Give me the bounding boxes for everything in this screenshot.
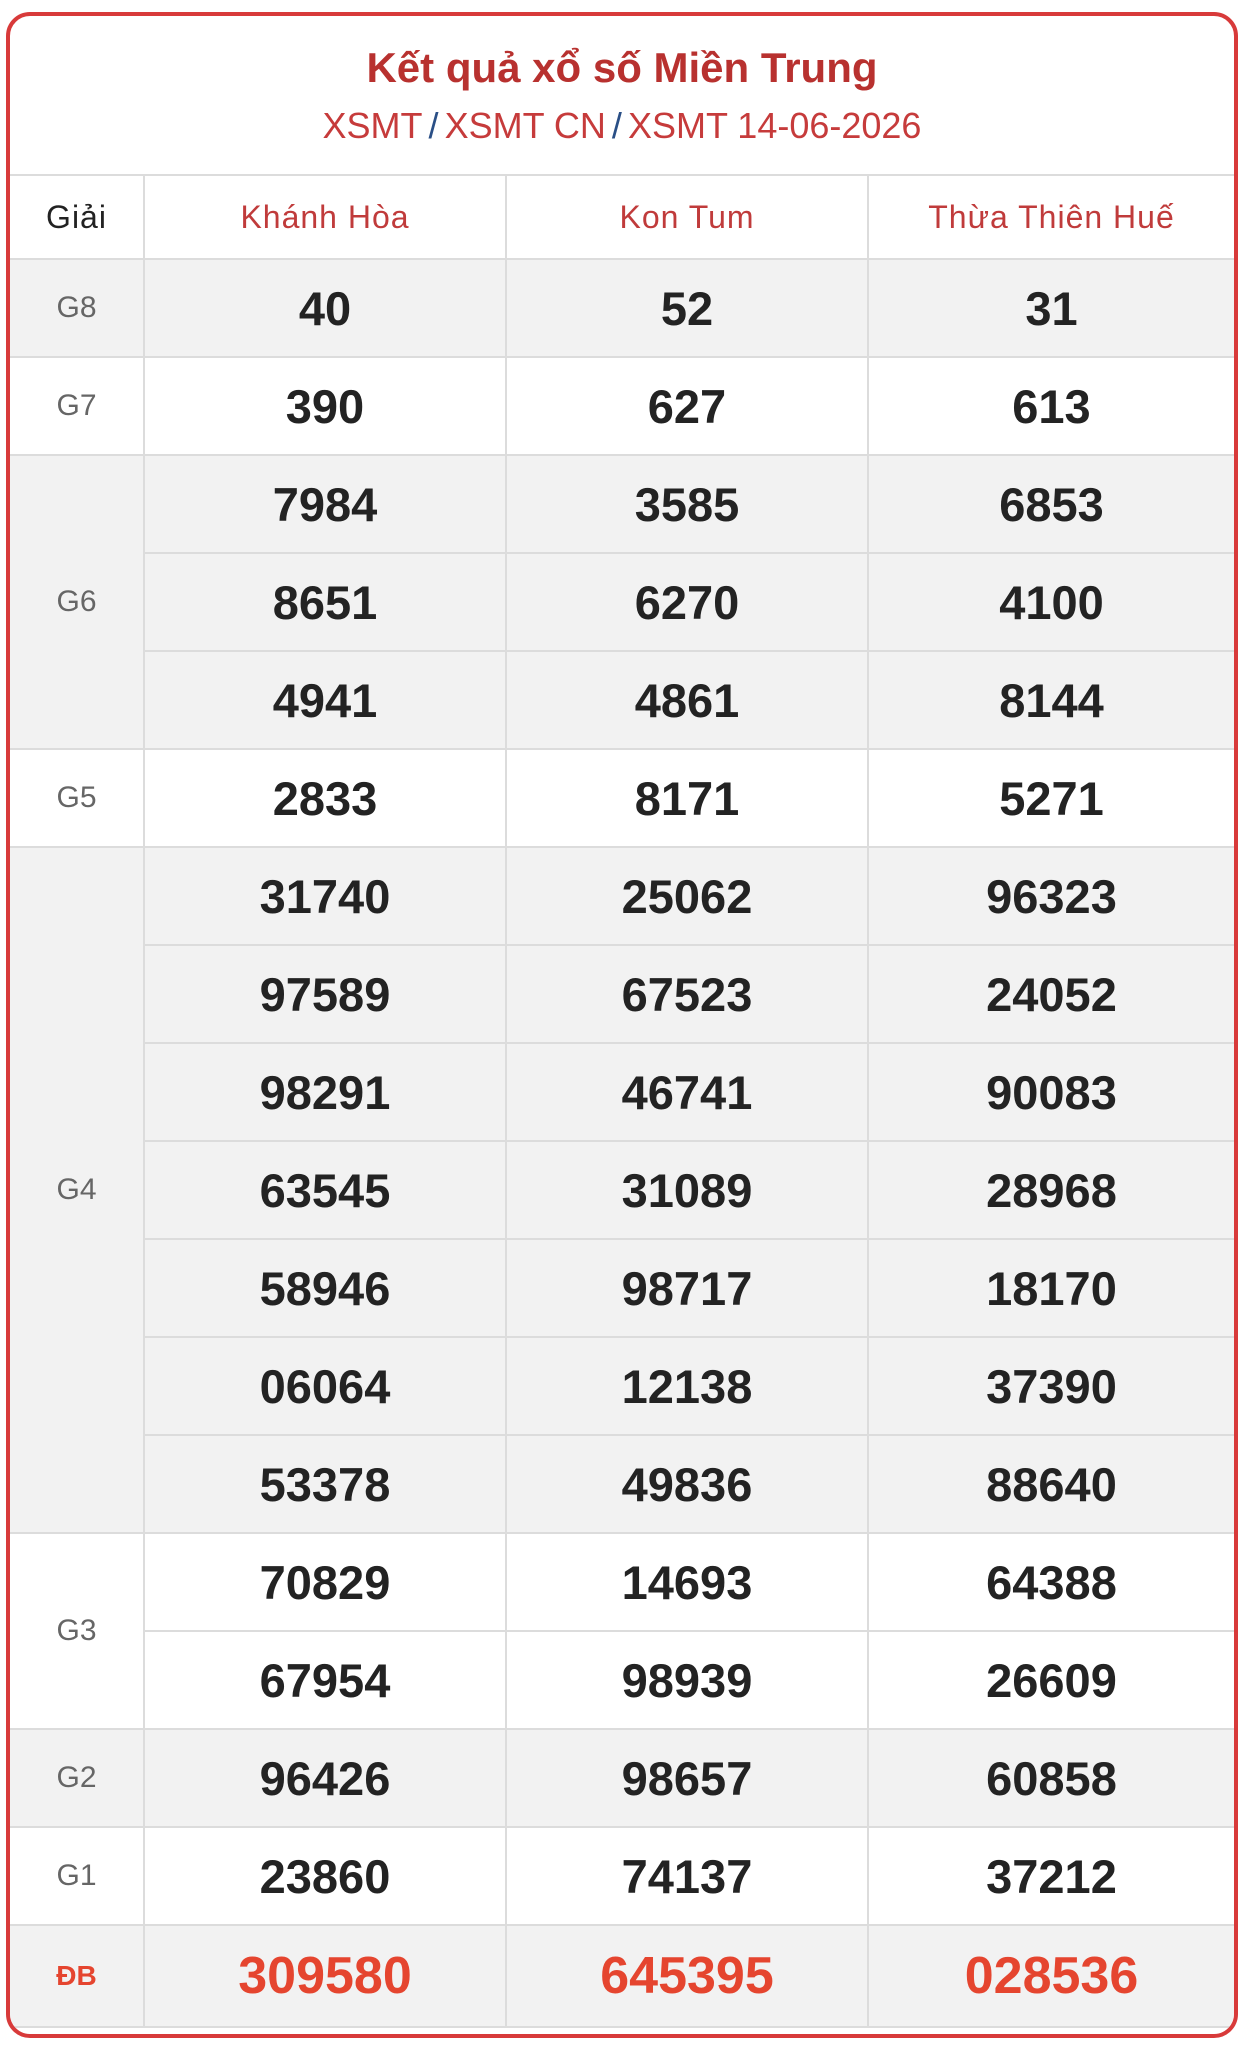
breadcrumb-separator: / (611, 105, 622, 146)
result-number: 26609 (868, 1631, 1234, 1729)
column-header-province[interactable]: Khánh Hòa (144, 175, 506, 259)
result-number: 37390 (868, 1337, 1234, 1435)
result-number: 53378 (144, 1435, 506, 1533)
result-number: 98291 (144, 1043, 506, 1141)
result-number: 64388 (868, 1533, 1234, 1631)
result-number: 37212 (868, 1827, 1234, 1925)
table-row (10, 1729, 1234, 1827)
table-header-row (10, 175, 1234, 259)
results-card (6, 12, 1238, 2038)
prize-label-g1: G1 (10, 1827, 144, 1925)
result-number: 14693 (506, 1533, 868, 1631)
result-number: 70829 (144, 1533, 506, 1631)
result-number: 18170 (868, 1239, 1234, 1337)
result-number: 96426 (144, 1729, 506, 1827)
breadcrumb-link-xsmt-cn[interactable]: XSMT CN (444, 105, 606, 146)
prize-label-g4: G4 (10, 847, 144, 1533)
page-title: Kết quả xổ số Miền Trung (366, 44, 878, 91)
result-number: 2833 (144, 749, 506, 847)
table-row (10, 651, 1234, 749)
result-number: 49836 (506, 1435, 868, 1533)
result-number: 28968 (868, 1141, 1234, 1239)
table-row (10, 1337, 1234, 1435)
breadcrumb-link-xsmt-date[interactable]: XSMT 14-06-2026 (627, 105, 922, 146)
table-row (10, 1043, 1234, 1141)
result-number: 31740 (144, 847, 506, 945)
table-row (10, 945, 1234, 1043)
result-number: 5271 (868, 749, 1234, 847)
result-number: 627 (506, 357, 868, 455)
prize-label-g3: G3 (10, 1533, 144, 1729)
prize-label-g2: G2 (10, 1729, 144, 1827)
column-header-province[interactable]: Thừa Thiên Huế (868, 175, 1234, 259)
table-row (10, 1631, 1234, 1729)
result-number: 4941 (144, 651, 506, 749)
result-number: 40 (144, 259, 506, 357)
result-number: 25062 (506, 847, 868, 945)
special-prize-number: 309580 (144, 1925, 506, 2027)
result-number: 7984 (144, 455, 506, 553)
result-number: 390 (144, 357, 506, 455)
result-number: 60858 (868, 1729, 1234, 1827)
table-row (10, 847, 1234, 945)
result-number: 613 (868, 357, 1234, 455)
table-row (10, 1533, 1234, 1631)
breadcrumb-separator: / (428, 105, 439, 146)
table-row (10, 1435, 1234, 1533)
result-number: 12138 (506, 1337, 868, 1435)
result-number: 98939 (506, 1631, 868, 1729)
table-row (10, 1239, 1234, 1337)
table-row (10, 1827, 1234, 1925)
result-number: 67523 (506, 945, 868, 1043)
result-number: 8651 (144, 553, 506, 651)
result-number: 31 (868, 259, 1234, 357)
result-number: 6853 (868, 455, 1234, 553)
breadcrumb-link-xsmt[interactable]: XSMT (322, 105, 423, 146)
table-row (10, 259, 1234, 357)
result-number: 6270 (506, 553, 868, 651)
result-number: 3585 (506, 455, 868, 553)
result-number: 06064 (144, 1337, 506, 1435)
breadcrumb (10, 98, 1234, 154)
result-number: 24052 (868, 945, 1234, 1043)
result-number: 46741 (506, 1043, 868, 1141)
table-row (10, 1141, 1234, 1239)
result-number: 88640 (868, 1435, 1234, 1533)
prize-label-g7: G7 (10, 357, 144, 455)
table-row (10, 749, 1234, 847)
result-number: 4861 (506, 651, 868, 749)
special-prize-row (10, 1925, 1234, 2027)
result-number: 90083 (868, 1043, 1234, 1141)
results-header (10, 16, 1234, 174)
special-prize-number: 645395 (506, 1925, 868, 2027)
prize-label-db: ĐB (10, 1925, 144, 2027)
result-number: 31089 (506, 1141, 868, 1239)
result-number: 96323 (868, 847, 1234, 945)
prize-label-g6: G6 (10, 455, 144, 749)
special-prize-number: 028536 (868, 1925, 1234, 2027)
results-table (10, 174, 1234, 2028)
result-number: 23860 (144, 1827, 506, 1925)
table-row (10, 553, 1234, 651)
column-header-giai: Giải (10, 175, 144, 259)
result-number: 52 (506, 259, 868, 357)
result-number: 97589 (144, 945, 506, 1043)
result-number: 98657 (506, 1729, 868, 1827)
table-row (10, 455, 1234, 553)
result-number: 98717 (506, 1239, 868, 1337)
result-number: 74137 (506, 1827, 868, 1925)
column-header-province[interactable]: Kon Tum (506, 175, 868, 259)
result-number: 58946 (144, 1239, 506, 1337)
table-row (10, 357, 1234, 455)
prize-label-g8: G8 (10, 259, 144, 357)
result-number: 4100 (868, 553, 1234, 651)
prize-label-g5: G5 (10, 749, 144, 847)
result-number: 63545 (144, 1141, 506, 1239)
result-number: 67954 (144, 1631, 506, 1729)
result-number: 8144 (868, 651, 1234, 749)
result-number: 8171 (506, 749, 868, 847)
